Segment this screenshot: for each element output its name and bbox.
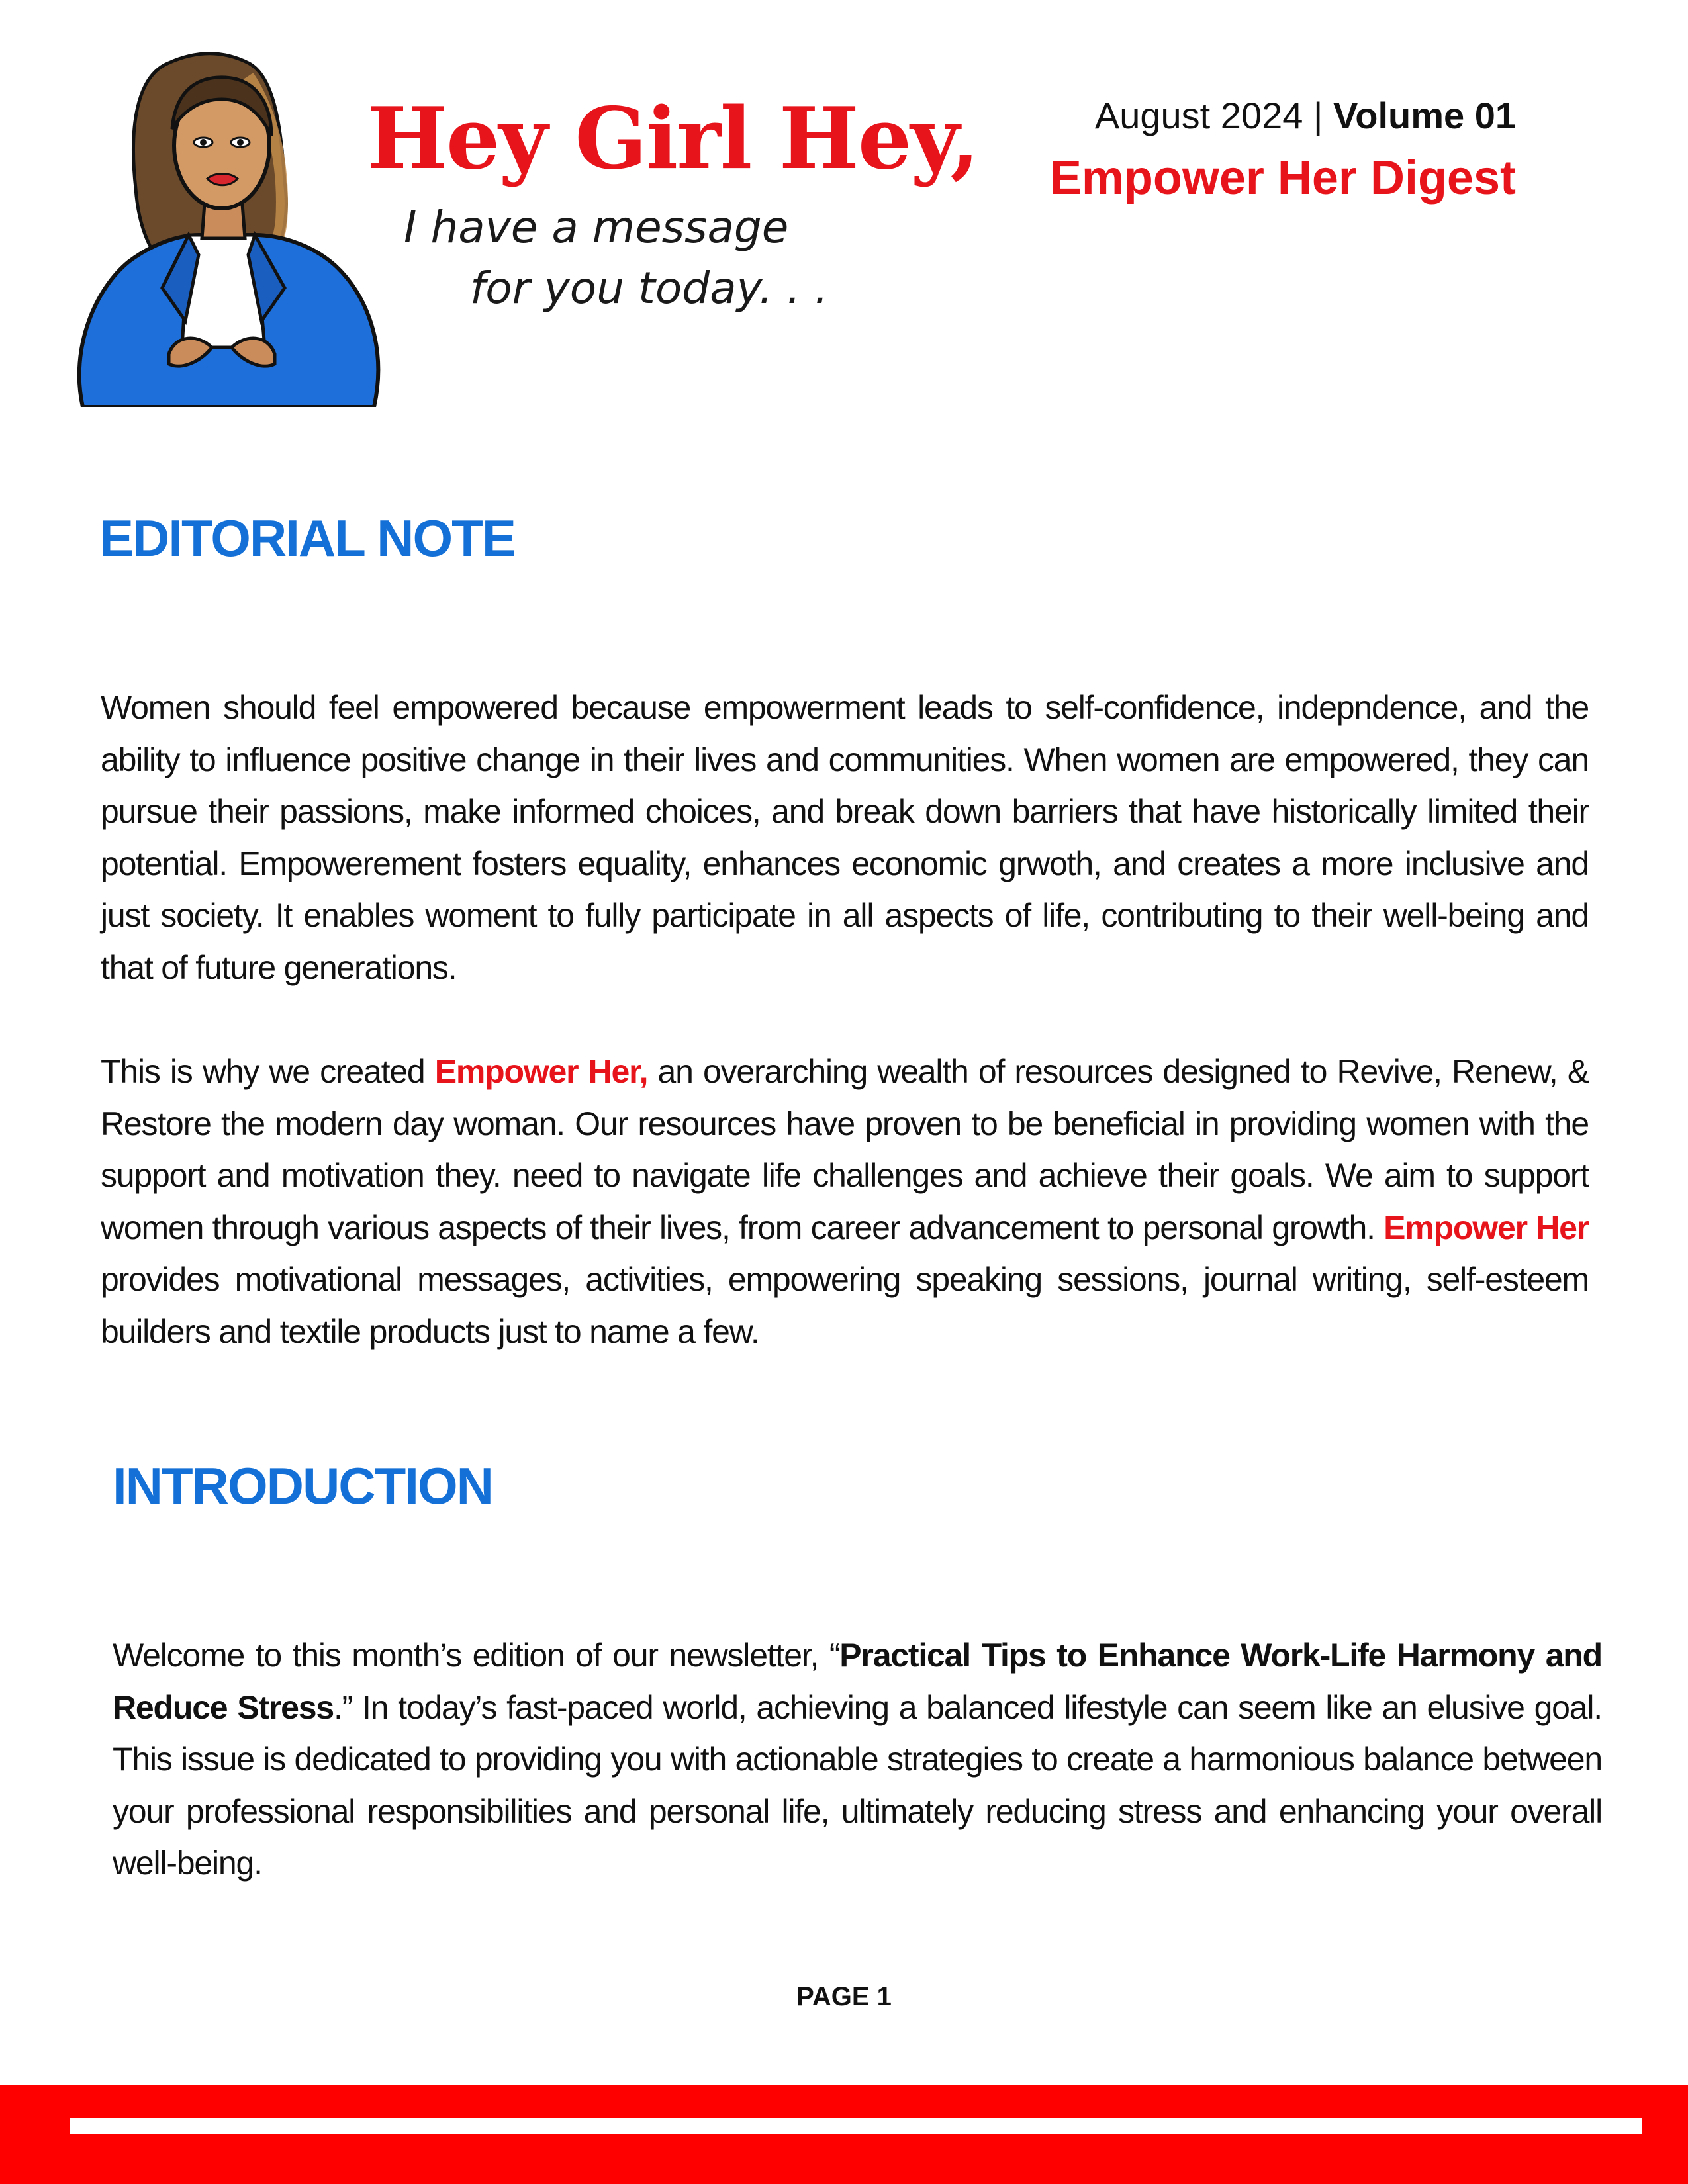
issue-info [1095,94,1516,137]
empower-her-highlight-2: Empower Her [1383,1208,1589,1246]
tagline-line-1: I have a message [404,202,789,253]
intro-text-1: Welcome to this month’s edition of our newsletter, “ [113,1637,840,1674]
introduction-heading: INTRODUCTION [113,1457,492,1515]
footer-bar [0,2085,1688,2184]
editorial-p2-text-3: provides motivational messages, activities, empowering speaking sessions, journal writing, self-esteem builders and textile products just to name a few. [101,1261,1589,1350]
tagline-line-2: for you today. . . [470,263,829,314]
introduction-paragraph [113,1629,1602,1889]
editorial-p2-text-2: an overarching wealth of resources designed to Revive, Renew, & Restore the modern day woman. Our resources have proven to be beneficial in providing women with the support and motivation they. need to navigate life challenges and achieve their goals. We aim to support women through various aspects of their lives, from career advancement to personal growth. [101,1053,1589,1246]
footer-stripe [70,2118,1642,2134]
issue-volume: Volume 01 [1333,95,1516,136]
empower-her-highlight-1: Empower Her, [434,1053,648,1090]
intro-newsletter-title: Practical Tips to Enhance Work-Life Harmony and Reduce Stress [113,1637,1602,1726]
editorial-heading: EDITORIAL NOTE [99,509,515,567]
intro-text-2: .” In today’s fast-paced world, achieving a balanced lifestyle can seem like an elusive goal. This issue is dedicated to providing you with actionable strategies to create a harmonious balance between your professional responsibilities and personal life, ultimately reducing stress and enhancing your overall well-being. [113,1688,1602,1882]
page-number: PAGE 1 [796,1982,892,2011]
editorial-paragraph-1: Women should feel empowered because empowerment leads to self-confidence, indepndence, and the ability to influence positive change in their lives and communities. When women are empowered, they can pursue their passions, make informed choices, and break down barriers that have historically limited their potential. Empowerement fosters equality, enhances economic grwoth, and creates a more inclusive and just society. It enables woment to fully participate in all aspects of life, contributing to their well-being and that of future generations. [101,689,1589,986]
issue-date: August 2024 | [1094,95,1323,136]
brand-title: Hey Girl Hey, [367,89,978,189]
digest-title: Empower Her Digest [1049,152,1516,205]
brand-tagline [404,197,828,319]
editorial-p2-text-1: This is why we created [101,1053,435,1090]
editorial-paragraph-2 [101,1046,1589,1357]
